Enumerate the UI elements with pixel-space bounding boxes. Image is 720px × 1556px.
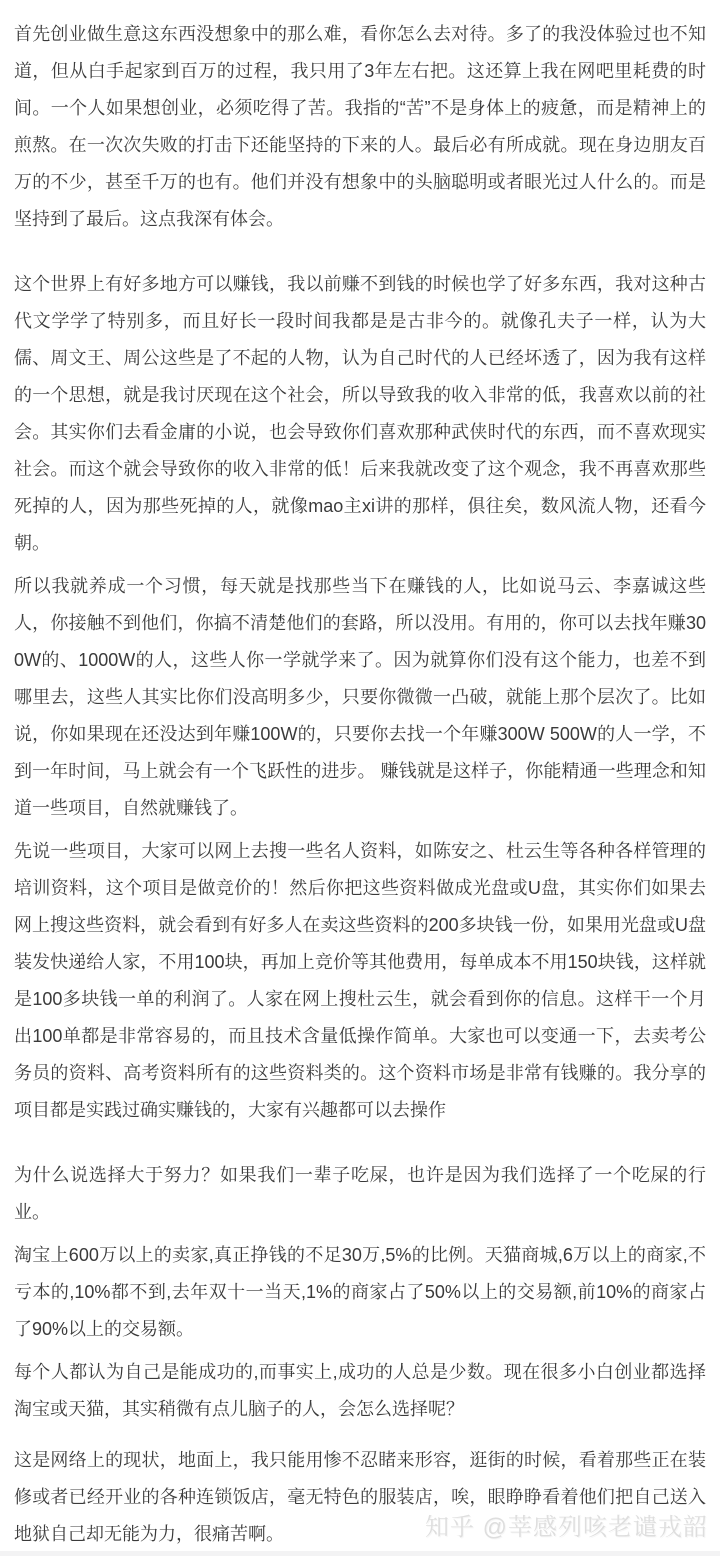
bottom-divider bbox=[0, 1551, 720, 1556]
paragraph-offline-reality: 这是网络上的现状，地面上，我只能用惨不忍睹来形容，逛街的时候，看着那些正在装修或者已经开业的各种连锁饭店，毫无特色的服装店，唉，眼睁睁看着他们把自己送入地狱自己却无能为力，很痛苦啊。 bbox=[14, 1450, 706, 1544]
paragraph-startup-hardship: 首先创业做生意这东西没想象中的那么难，看你怎么去对待。多了的我没体验过也不知道，但从白手起家到百万的过程，我只用了3年左右把。这还算上我在网吧里耗费的时间。一个人如果想创业，必须吃得了苦。我指的“苦”不是身体上的疲惫，而是精神上的煎熬。在一次次失败的打击下还能坚持的下来的人。最后必有所成就。现在身边朋友百万的不少，甚至千万的也有。他们并没有想象中的头脑聪明或者眼光过人什么的。而是坚持到了最后。这点我深有体会。 bbox=[14, 24, 706, 229]
paragraph-choice-over-effort: 为什么说选择大于努力？如果我们一辈子吃屎，也许是因为我们选择了一个吃屎的行业。 bbox=[14, 1165, 706, 1222]
paragraph-taobao-statistics: 淘宝上600万以上的卖家,真正挣钱的不足30万,5%的比例。天猫商城,6万以上的商家,不亏本的,10%都不到,去年双十一当天,1%的商家占了50%以上的交易额,前10%的商家占了90%以上的交易额。 bbox=[14, 1245, 706, 1339]
paragraph-success-minority: 每个人都认为自己是能成功的,而事实上,成功的人总是少数。现在很多小白创业都选择淘宝或天猫，其实稍微有点儿脑子的人，会怎么选择呢？ bbox=[14, 1362, 706, 1419]
paragraph-learn-from-earners: 所以我就养成一个习惯，每天就是找那些当下在赚钱的人，比如说马云、李嘉诚这些人，你接触不到他们，你搞不清楚他们的套路，所以没用。有用的，你可以去找年赚300W的、1000W的人，这些人你一学就学来了。因为就算你们没有这个能力，也差不到哪里去，这些人其实比你们没高明多少，只要你微微一凸破，就能上那个层次了。比如说，你如果现在还没达到年赚100W的，只要你去找一个年赚300W 500W的人一学，不到一年时间，马上就会有一个飞跃性的进步。 赚钱就是这样子，你能精通一些理念和知道一些项目，自然就赚钱了。 bbox=[14, 576, 706, 818]
paragraph-info-product-project: 先说一些项目，大家可以网上去搜一些名人资料，如陈安之、杜云生等各种各样管理的培训资料，这个项目是做竞价的！然后你把这些资料做成光盘或U盘，其实你们如果去网上搜这些资料，就会看到有好多人在卖这些资料的200多块钱一份，如果用光盘或U盘装发快递给人家，不用100块，再加上竞价等其他费用，每单成本不用150块钱，这样就是100多块钱一单的利润了。人家在网上搜杜云生，就会看到你的信息。这样干一个月出100单都是非常容易的，而且技术含量低操作简单。大家也可以变通一下，去卖考公务员的资料、高考资料所有的这些资料类的。这个资料市场是非常有钱赚的。我分享的项目都是实践过确实赚钱的，大家有兴趣都可以去操作 bbox=[14, 841, 706, 1120]
zhihu-watermark: 知乎 @莘感列咳老谴戎韶 bbox=[424, 1514, 708, 1541]
paragraph-ancient-literature: 这个世界上有好多地方可以赚钱，我以前赚不到钱的时候也学了好多东西，我对这种古代文学学了特别多，而且好长一段时间我都是是古非今的。就像孔夫子一样，认为大儒、周文王、周公这些是了不起的人物，认为自己时代的人已经坏透了，因为我有这样的一个思想，就是我讨厌现在这个社会，所以导致我的收入非常的低，我喜欢以前的社会。其实你们去看金庸的小说，也会导致你们喜欢那种武侠时代的东西，而不喜欢现实社会。而这个就会导致你的收入非常的低！后来我就改变了这个观念，我不再喜欢那些死掉的人，因为那些死掉的人，就像mao主xi讲的那样，俱往矣，数风流人物，还看今朝。 bbox=[14, 274, 706, 553]
